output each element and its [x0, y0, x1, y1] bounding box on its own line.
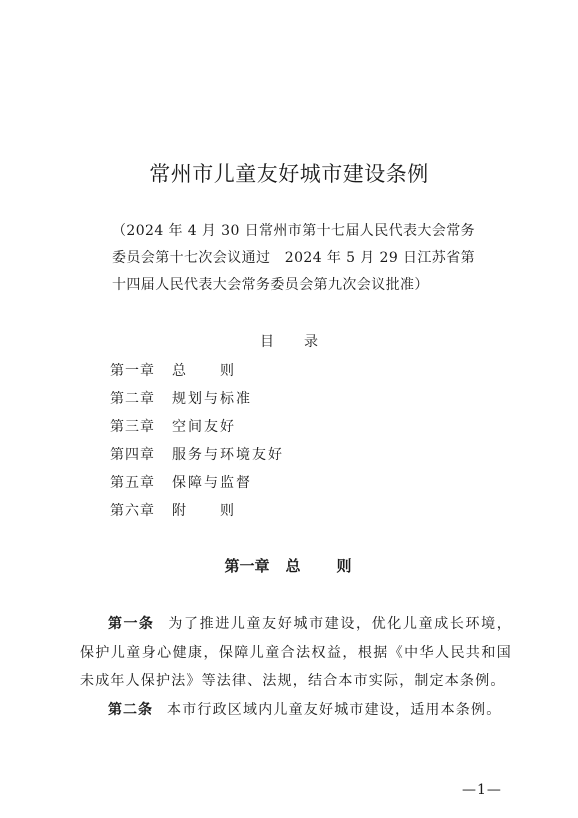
chapter-name: 总 则 — [285, 557, 354, 575]
adoption-note-line: 委员会第十七次会议通过 2024 年 5 月 29 日江苏省第 — [112, 250, 476, 266]
chapter-heading — [0, 555, 578, 576]
toc-heading-char: 录 — [304, 334, 318, 350]
toc-item — [110, 441, 284, 469]
adoption-note-line: （2024 年 4 月 30 日常州市第十七届人民代表大会常务 — [112, 223, 476, 239]
adoption-note-line: 十四届人民代表大会常务委员会第九次会议批准） — [112, 277, 429, 293]
toc-heading-char: 目 — [260, 334, 274, 350]
toc-chapter-number: 第四章 — [110, 447, 155, 463]
toc-chapter-name: 保障与监督 — [172, 475, 252, 491]
page-number: —1— — [462, 782, 502, 798]
toc-item — [110, 497, 284, 525]
chapter-number: 第一章 — [224, 557, 270, 575]
article-text: 本市行政区域内儿童友好城市建设，适用本条例。 — [167, 701, 502, 718]
article-text: 为了推进儿童友好城市建设，优化儿童成长环境，保护儿童身心健康，保障儿童合法权益，根据《中华人民共和国未成年人保护法》等法律、法规，结合本市实际，制定本条例。 — [80, 616, 512, 689]
article — [80, 610, 512, 696]
toc-chapter-number: 第一章 — [110, 363, 155, 379]
adoption-note — [112, 218, 492, 299]
toc-chapter-number: 第三章 — [110, 419, 155, 435]
article-label: 第二条 — [108, 701, 153, 718]
toc-item — [110, 385, 284, 413]
toc-chapter-name: 服务与环境友好 — [172, 447, 284, 463]
document-title: 常州市儿童友好城市建设条例 — [149, 162, 429, 186]
toc-chapter-number: 第五章 — [110, 475, 155, 491]
toc-chapter-number: 第二章 — [110, 391, 155, 407]
table-of-contents — [110, 357, 284, 525]
toc-chapter-name: 总 则 — [172, 363, 236, 379]
article — [80, 696, 512, 725]
chapter-body — [80, 610, 512, 724]
toc-item — [110, 469, 284, 497]
article-label: 第一条 — [108, 616, 155, 632]
toc-heading — [0, 331, 578, 351]
toc-item — [110, 413, 284, 441]
toc-chapter-name: 规划与标准 — [172, 391, 252, 407]
toc-chapter-number: 第六章 — [110, 503, 155, 519]
toc-chapter-name: 附 则 — [172, 503, 236, 519]
toc-item — [110, 357, 284, 385]
toc-chapter-name: 空间友好 — [172, 419, 236, 435]
